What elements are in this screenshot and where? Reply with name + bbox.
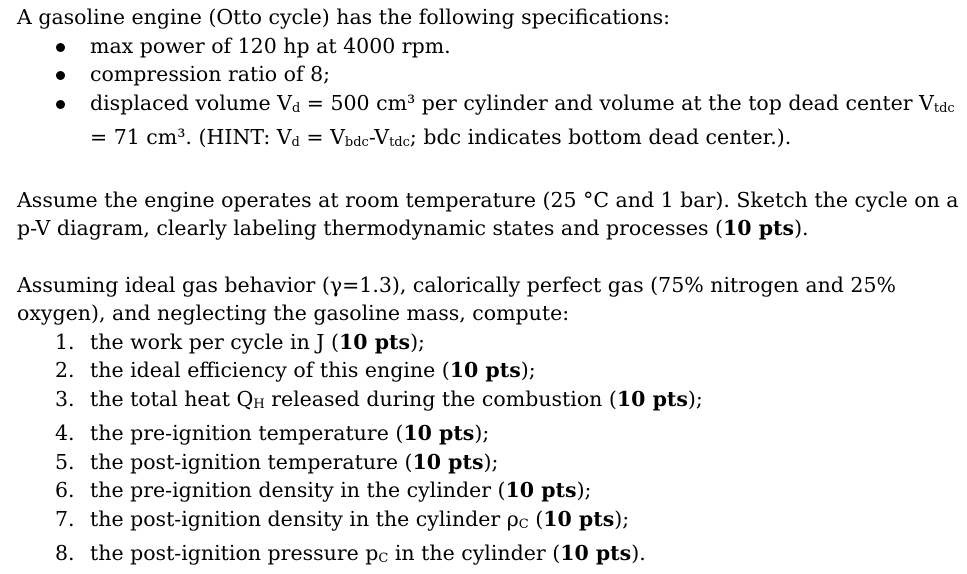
spec-power-text: max power of 120 hp at 4000 rpm. — [90, 33, 451, 58]
task-item — [17, 419, 957, 448]
task-item — [17, 505, 957, 540]
points-label: 10 pts — [543, 506, 615, 531]
task-item — [17, 356, 957, 385]
subscript: H — [253, 396, 265, 412]
points-label: 10 pts — [616, 386, 688, 411]
text-run: in the cylinder ( — [388, 541, 561, 565]
points-label: 10 pts — [449, 358, 521, 382]
text-run: ); — [576, 478, 592, 502]
text-run: ); — [614, 506, 630, 531]
text-run: ); — [687, 386, 703, 411]
text-run: ); — [410, 329, 425, 354]
points-label: 10 pts — [412, 449, 484, 474]
bullet-icon — [56, 71, 65, 80]
text-run: the post-ignition density in the cylinder ρ — [90, 506, 519, 531]
task-number: 1. — [55, 329, 75, 354]
task-item — [17, 448, 957, 477]
task-number: 8. — [55, 541, 75, 565]
subscript: d — [291, 135, 300, 150]
text-run: p-V diagram, clearly labeling thermodynamic states and processes ( — [17, 216, 724, 240]
text-run: ; bdc indicates bottom dead center.). — [409, 125, 792, 149]
bullet-icon — [56, 100, 65, 109]
text-run: released during the combustion ( — [264, 386, 617, 411]
task-item — [17, 539, 957, 574]
text-run: = 500 cm³ per cylinder and volume at the top dead center V — [300, 90, 934, 115]
text-run: = V — [299, 125, 345, 149]
spec-list — [17, 32, 957, 158]
points-label: 10 pts — [339, 329, 411, 354]
task-item — [17, 328, 957, 357]
text-run: the post-ignition temperature ( — [90, 449, 413, 474]
text-run: ); — [483, 449, 499, 474]
assume-line-2 — [17, 214, 957, 243]
points-label: 10 pts — [723, 216, 795, 240]
text-run: displaced volume V — [90, 90, 292, 115]
text-run: the ideal efficiency of this engine ( — [90, 358, 450, 382]
task-number: 6. — [55, 478, 75, 502]
subscript: C — [378, 551, 389, 566]
text-run: the pre-ignition temperature ( — [90, 421, 404, 445]
spec-item-compression — [17, 60, 957, 89]
spec-displaced-line1 — [90, 89, 957, 124]
task-item — [17, 385, 957, 420]
points-label: 10 pts — [560, 541, 632, 565]
task-number: 3. — [55, 386, 75, 411]
spec-item-displaced — [17, 89, 957, 158]
task-number: 7. — [55, 506, 75, 531]
ideal-line-1: Assuming ideal gas behavior (γ=1.3), calorically perfect gas (75% nitrogen and 25% — [17, 272, 896, 297]
paragraph-gap — [17, 243, 957, 271]
spec-compression-text: compression ratio of 8; — [90, 62, 331, 86]
text-run: the work per cycle in J ( — [90, 329, 340, 354]
task-list — [17, 328, 957, 574]
subscript: bdc — [344, 135, 369, 150]
subscript: tdc — [389, 135, 410, 150]
task-number: 5. — [55, 449, 75, 474]
text-run: -V — [368, 125, 390, 149]
bullet-icon — [56, 43, 65, 52]
text-run: ); — [474, 421, 490, 445]
paragraph-gap — [17, 158, 957, 186]
ideal-line-2: oxygen), and neglecting the gasoline mass, compute: — [17, 301, 570, 325]
task-number: 4. — [55, 421, 75, 445]
intro-text: A gasoline engine (Otto cycle) has the following specifications: — [17, 5, 671, 29]
points-label: 10 pts — [403, 421, 475, 445]
text-run: ( — [528, 506, 544, 531]
text-run: the total heat Q — [90, 386, 254, 411]
text-run: = 71 cm³. (HINT: V — [90, 125, 292, 149]
task-item — [17, 476, 957, 505]
subscript: d — [291, 100, 301, 116]
text-run: ). — [794, 216, 809, 240]
task-number: 2. — [55, 358, 75, 382]
subscript: C — [518, 516, 529, 532]
text-run: ). — [631, 541, 646, 565]
text-run: the post-ignition pressure p — [90, 541, 379, 565]
text-run: ); — [520, 358, 536, 382]
subscript: tdc — [933, 100, 955, 116]
spec-item-power — [17, 32, 957, 61]
text-run: the pre-ignition density in the cylinder ( — [90, 478, 506, 502]
points-label: 10 pts — [505, 478, 577, 502]
assume-line-1: Assume the engine operates at room temperature (25 °C and 1 bar). Sketch the cycle on a — [17, 187, 959, 212]
spec-displaced-line2 — [90, 123, 957, 158]
